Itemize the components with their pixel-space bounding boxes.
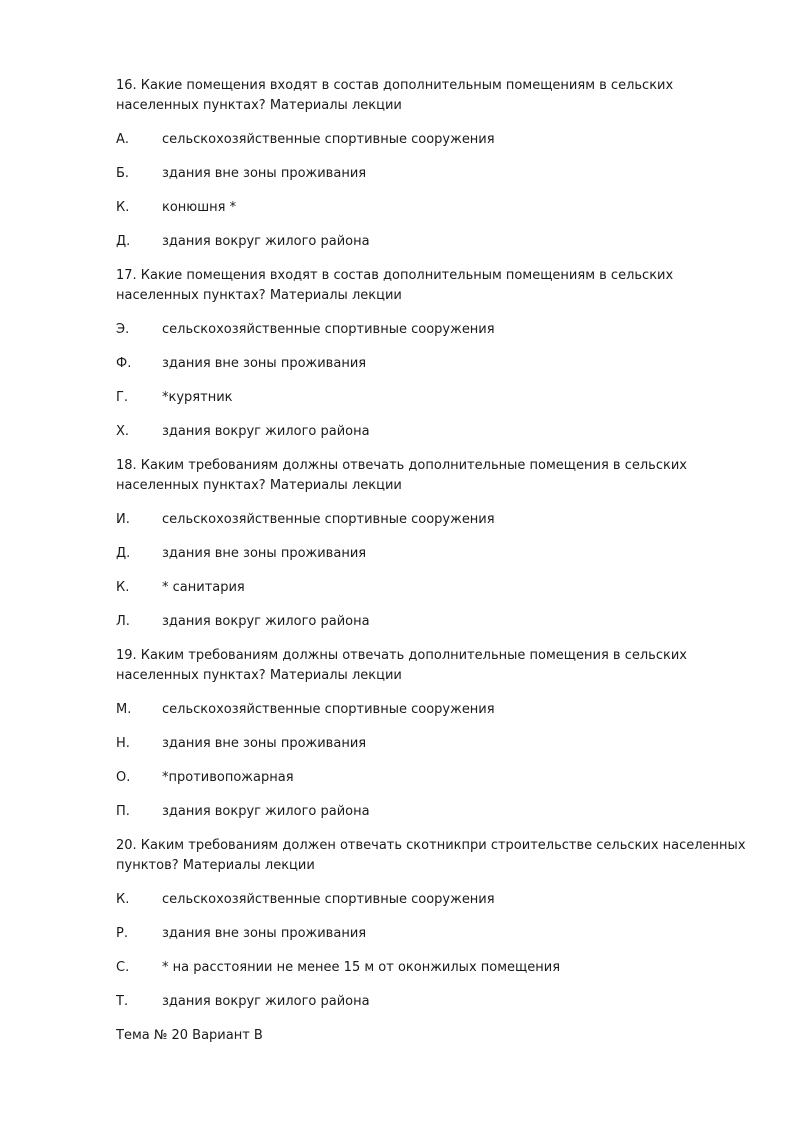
option-letter: Т. — [116, 994, 129, 1009]
option-letter: Б. — [116, 166, 130, 181]
option-text: сельскохозяйственные спортивные сооружения — [162, 702, 495, 717]
option-letter: Ф. — [116, 356, 132, 371]
option-letter: О. — [116, 770, 131, 785]
question-block — [116, 76, 756, 252]
option-text: здания вне зоны проживания — [162, 736, 367, 751]
option-text: сельскохозяйственные спортивные сооружения — [162, 892, 495, 907]
answer-option — [116, 388, 756, 408]
option-text: сельскохозяйственные спортивные сооружения — [162, 512, 495, 527]
answer-option — [116, 164, 756, 184]
option-text: здания вне зоны проживания — [162, 926, 367, 941]
answer-option — [116, 422, 756, 442]
option-letter: К. — [116, 892, 130, 907]
option-letter: Д. — [116, 546, 131, 561]
answer-option — [116, 232, 756, 252]
option-letter: К. — [116, 580, 130, 595]
option-letter: Н. — [116, 736, 130, 751]
answer-option — [116, 734, 756, 754]
question-block — [116, 266, 756, 442]
option-text: здания вокруг жилого района — [162, 424, 370, 439]
answer-option — [116, 544, 756, 564]
option-text: здания вне зоны проживания — [162, 166, 367, 181]
question-text: 20. Каким требованиям должен отвечать скотникпри строительстве сельских населенных пунктов? Материалы лекции — [116, 838, 746, 873]
answer-option — [116, 958, 756, 978]
answer-option — [116, 992, 756, 1012]
answer-option — [116, 612, 756, 632]
question-text: 17. Какие помещения входят в состав дополнительным помещениям в сельских населенных пунктах? Материалы лекции — [116, 268, 674, 303]
answer-option — [116, 198, 756, 218]
option-text: здания вне зоны проживания — [162, 546, 367, 561]
answer-option — [116, 130, 756, 150]
section-heading: Тема № 20 Вариант В — [116, 1028, 263, 1043]
option-letter: Д. — [116, 234, 131, 249]
option-text: здания вокруг жилого района — [162, 804, 370, 819]
option-text: здания вокруг жилого района — [162, 994, 370, 1009]
answer-option — [116, 354, 756, 374]
option-text: *противопожарная — [162, 770, 294, 785]
question-block — [116, 456, 756, 632]
answer-option — [116, 578, 756, 598]
question-text: 16. Какие помещения входят в состав дополнительным помещениям в сельских населенных пунктах? Материалы лекции — [116, 78, 674, 113]
option-letter: П. — [116, 804, 130, 819]
document-page — [116, 76, 756, 1046]
option-letter: Р. — [116, 926, 128, 941]
option-letter: М. — [116, 702, 132, 717]
option-letter: Х. — [116, 424, 130, 439]
option-text: здания вне зоны проживания — [162, 356, 367, 371]
option-text: * на расстоянии не менее 15 м от оконжилых помещения — [162, 960, 561, 975]
option-text: конюшня * — [162, 200, 237, 215]
question-block — [116, 646, 756, 822]
option-text: здания вокруг жилого района — [162, 614, 370, 629]
option-letter: Э. — [116, 322, 130, 337]
question-text: 19. Каким требованиям должны отвечать дополнительные помещения в сельских населенных пунктах? Материалы лекции — [116, 648, 687, 683]
option-text: сельскохозяйственные спортивные сооружения — [162, 322, 495, 337]
answer-option — [116, 924, 756, 944]
option-letter: С. — [116, 960, 130, 975]
answer-option — [116, 802, 756, 822]
option-text: сельскохозяйственные спортивные сооружения — [162, 132, 495, 147]
option-letter: И. — [116, 512, 130, 527]
answer-option — [116, 510, 756, 530]
option-letter: Г. — [116, 390, 129, 405]
option-text: здания вокруг жилого района — [162, 234, 370, 249]
answer-option — [116, 320, 756, 340]
question-block — [116, 836, 756, 1012]
option-text: *курятник — [162, 390, 233, 405]
answer-option — [116, 700, 756, 720]
option-letter: К. — [116, 200, 130, 215]
answer-option — [116, 768, 756, 788]
option-letter: А. — [116, 132, 130, 147]
option-letter: Л. — [116, 614, 130, 629]
question-text: 18. Каким требованиям должны отвечать дополнительные помещения в сельских населенных пунктах? Материалы лекции — [116, 458, 687, 493]
option-text: * санитария — [162, 580, 245, 595]
answer-option — [116, 890, 756, 910]
